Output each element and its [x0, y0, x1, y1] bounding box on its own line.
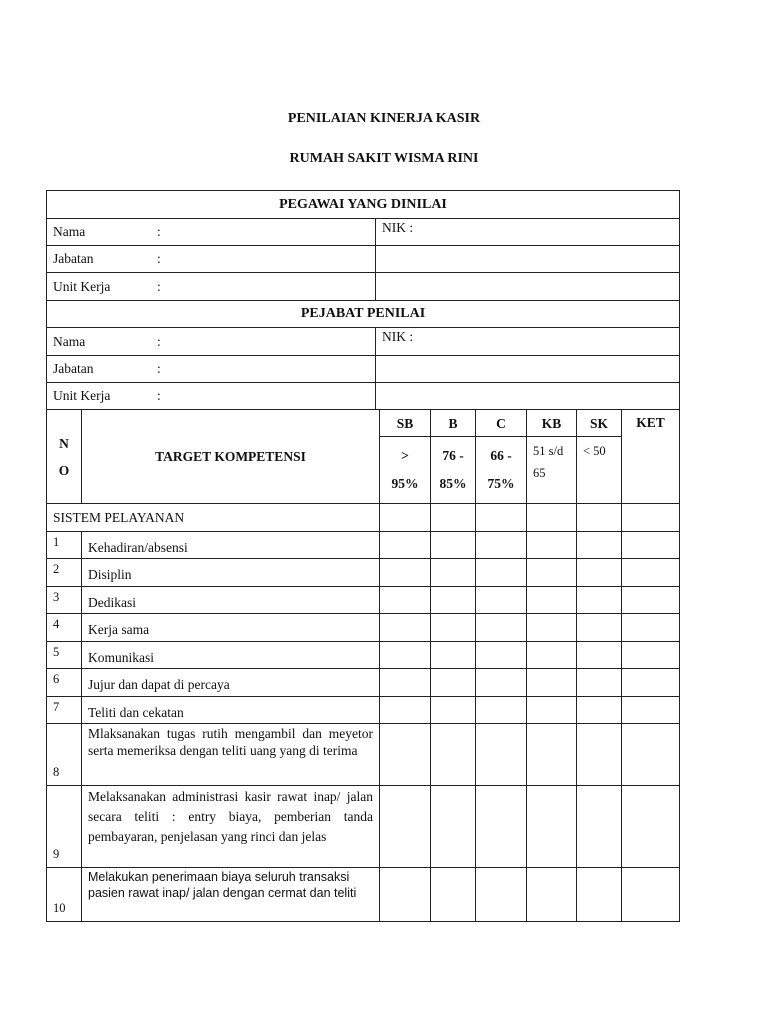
table-row	[47, 786, 680, 868]
item-no: 10	[47, 868, 82, 922]
colon: :	[157, 278, 161, 294]
score-cell[interactable]	[577, 868, 622, 922]
grade-range-line: 85%	[439, 476, 467, 491]
score-cell[interactable]	[431, 669, 476, 697]
pegawai-jabatan-label: Jabatan	[53, 251, 94, 266]
score-cell[interactable]	[527, 614, 577, 642]
colon: :	[157, 224, 161, 239]
score-cell[interactable]	[577, 642, 622, 669]
score-cell[interactable]	[476, 642, 527, 669]
score-cell[interactable]	[577, 614, 622, 642]
score-cell[interactable]	[431, 697, 476, 724]
table-row	[47, 532, 680, 559]
pegawai-unit-label: Unit Kerja	[53, 278, 111, 294]
item-text: Komunikasi	[82, 642, 380, 669]
score-cell[interactable]	[380, 587, 431, 614]
grade-range-line: 75%	[487, 476, 515, 491]
pejabat-unit-label: Unit Kerja	[53, 388, 111, 403]
item-text: Mlaksanakan tugas rutih mengambil dan meyetor serta memeriksa dengan teliti uang yang di terima	[82, 724, 380, 786]
pegawai-heading: PEGAWAI YANG DINILAI	[47, 191, 680, 219]
score-cell[interactable]	[476, 786, 527, 868]
item-no: 7	[47, 697, 82, 724]
ket-cell[interactable]	[622, 868, 680, 922]
colon: :	[157, 361, 161, 376]
score-cell[interactable]	[476, 587, 527, 614]
table-row	[47, 868, 680, 922]
no-header-o: O	[58, 462, 70, 478]
ket-cell[interactable]	[622, 504, 680, 532]
score-cell[interactable]	[380, 504, 431, 532]
table-row	[47, 587, 680, 614]
table-row	[47, 614, 680, 642]
pegawai-nik-cell[interactable]	[376, 219, 680, 246]
target-header: TARGET KOMPETENSI	[82, 410, 380, 504]
item-no: 1	[47, 532, 82, 559]
score-cell[interactable]	[527, 669, 577, 697]
score-cell[interactable]	[577, 504, 622, 532]
score-cell[interactable]	[380, 559, 431, 587]
ket-cell[interactable]	[622, 724, 680, 786]
score-cell[interactable]	[476, 669, 527, 697]
score-cell[interactable]	[577, 697, 622, 724]
page-title: PENILAIAN KINERJA KASIR	[287, 111, 481, 126]
score-cell[interactable]	[527, 642, 577, 669]
score-cell[interactable]	[527, 532, 577, 559]
table-row	[47, 697, 680, 724]
page-subtitle: RUMAH SAKIT WISMA RINI	[289, 151, 479, 166]
ket-cell[interactable]	[622, 697, 680, 724]
score-cell[interactable]	[577, 587, 622, 614]
score-cell[interactable]	[476, 724, 527, 786]
ket-cell[interactable]	[622, 532, 680, 559]
ket-cell[interactable]	[622, 614, 680, 642]
score-cell[interactable]	[431, 532, 476, 559]
grade-range-line: < 50	[583, 444, 606, 458]
grade-b-range	[431, 437, 476, 504]
grade-range-line: 95%	[391, 476, 419, 491]
pejabat-jabatan-value[interactable]	[376, 356, 680, 383]
grade-kb-range	[527, 437, 577, 504]
score-cell[interactable]	[527, 504, 577, 532]
score-cell[interactable]	[380, 868, 431, 922]
pejabat-unit-value[interactable]	[376, 383, 680, 410]
pegawai-nama-cell[interactable]	[47, 219, 376, 246]
pegawai-unit-value[interactable]	[376, 273, 680, 301]
item-text: Kehadiran/absensi	[82, 532, 380, 559]
pegawai-jabatan-value[interactable]	[376, 246, 680, 273]
item-text: Disiplin	[82, 559, 380, 587]
pegawai-jabatan-cell[interactable]	[47, 246, 376, 273]
grade-kb-code: KB	[527, 410, 577, 437]
identity-table	[46, 190, 680, 410]
score-cell[interactable]	[527, 868, 577, 922]
score-cell[interactable]	[577, 532, 622, 559]
pegawai-nama-label: Nama	[53, 224, 86, 239]
score-cell[interactable]	[380, 724, 431, 786]
score-cell[interactable]	[431, 614, 476, 642]
pegawai-nik-label: NIK :	[382, 220, 414, 235]
item-no: 5	[47, 642, 82, 669]
table-row	[47, 559, 680, 587]
score-cell[interactable]	[476, 559, 527, 587]
score-cell[interactable]	[476, 504, 527, 532]
grade-c-code: C	[476, 410, 527, 437]
grade-b-code: B	[431, 410, 476, 437]
item-text: Dedikasi	[82, 587, 380, 614]
score-cell[interactable]	[527, 559, 577, 587]
pejabat-nama-cell[interactable]	[47, 328, 376, 356]
item-no: 2	[47, 559, 82, 587]
score-cell[interactable]	[527, 587, 577, 614]
colon: :	[157, 388, 161, 403]
no-header-n: N	[59, 435, 69, 451]
pejabat-unit-cell[interactable]	[47, 383, 376, 410]
competency-table	[46, 409, 680, 922]
score-cell[interactable]	[577, 559, 622, 587]
score-cell[interactable]	[577, 786, 622, 868]
score-cell[interactable]	[527, 786, 577, 868]
pejabat-heading: PEJABAT PENILAI	[47, 301, 680, 328]
grade-sb-code: SB	[380, 410, 431, 437]
score-cell[interactable]	[380, 697, 431, 724]
score-cell[interactable]	[431, 642, 476, 669]
colon: :	[157, 251, 161, 266]
item-no: 6	[47, 669, 82, 697]
pejabat-jabatan-cell[interactable]	[47, 356, 376, 383]
item-text: Jujur dan dapat di percaya	[82, 669, 380, 697]
score-cell[interactable]	[476, 868, 527, 922]
score-cell[interactable]	[476, 532, 527, 559]
score-cell[interactable]	[431, 724, 476, 786]
ket-cell[interactable]	[622, 642, 680, 669]
score-cell[interactable]	[577, 669, 622, 697]
grade-range-line: >	[401, 448, 409, 463]
pejabat-jabatan-label: Jabatan	[53, 361, 94, 376]
ket-header: KET	[622, 410, 680, 504]
table-row	[47, 669, 680, 697]
pejabat-nama-label: Nama	[53, 333, 86, 349]
score-cell[interactable]	[527, 697, 577, 724]
item-text: Kerja sama	[82, 614, 380, 642]
item-no: 3	[47, 587, 82, 614]
ket-cell[interactable]	[622, 669, 680, 697]
grade-range-line: 76 -	[442, 448, 464, 463]
score-cell[interactable]	[380, 642, 431, 669]
table-row	[47, 642, 680, 669]
ket-cell[interactable]	[622, 587, 680, 614]
grade-sk-code: SK	[577, 410, 622, 437]
pejabat-nik-label: NIK :	[382, 329, 414, 344]
score-cell[interactable]	[527, 724, 577, 786]
ket-cell[interactable]	[622, 786, 680, 868]
colon: :	[157, 333, 161, 349]
pejabat-nik-cell[interactable]	[376, 328, 680, 356]
pegawai-unit-cell[interactable]	[47, 273, 376, 301]
score-cell[interactable]	[431, 587, 476, 614]
grade-range-line: 65	[533, 466, 546, 480]
score-cell[interactable]	[476, 697, 527, 724]
score-cell[interactable]	[431, 868, 476, 922]
score-cell[interactable]	[380, 614, 431, 642]
score-cell[interactable]	[431, 559, 476, 587]
score-cell[interactable]	[380, 669, 431, 697]
grade-sb-range	[380, 437, 431, 504]
item-no: 9	[47, 786, 82, 868]
item-text: Teliti dan cekatan	[82, 697, 380, 724]
ket-cell[interactable]	[622, 559, 680, 587]
item-text: Melakukan penerimaan biaya seluruh transaksi pasien rawat inap/ jalan dengan cermat dan teliti	[82, 868, 380, 922]
table-row	[47, 724, 680, 786]
score-cell[interactable]	[476, 614, 527, 642]
score-cell[interactable]	[380, 532, 431, 559]
grade-sk-range	[577, 437, 622, 504]
item-text: Melaksanakan administrasi kasir rawat inap/ jalan secara teliti : entry biaya, pemberian tanda pembayaran, penjelasan yang rinci dan jelas	[82, 786, 380, 868]
no-header	[47, 410, 82, 504]
score-cell[interactable]	[577, 724, 622, 786]
score-cell[interactable]	[431, 504, 476, 532]
score-cell[interactable]	[380, 786, 431, 868]
item-no: 8	[47, 724, 82, 786]
item-no: 4	[47, 614, 82, 642]
score-cell[interactable]	[431, 786, 476, 868]
grade-range-line: 51 s/d	[533, 444, 564, 458]
grade-c-range	[476, 437, 527, 504]
section-label: SISTEM PELAYANAN	[47, 504, 380, 532]
grade-range-line: 66 -	[490, 448, 512, 463]
